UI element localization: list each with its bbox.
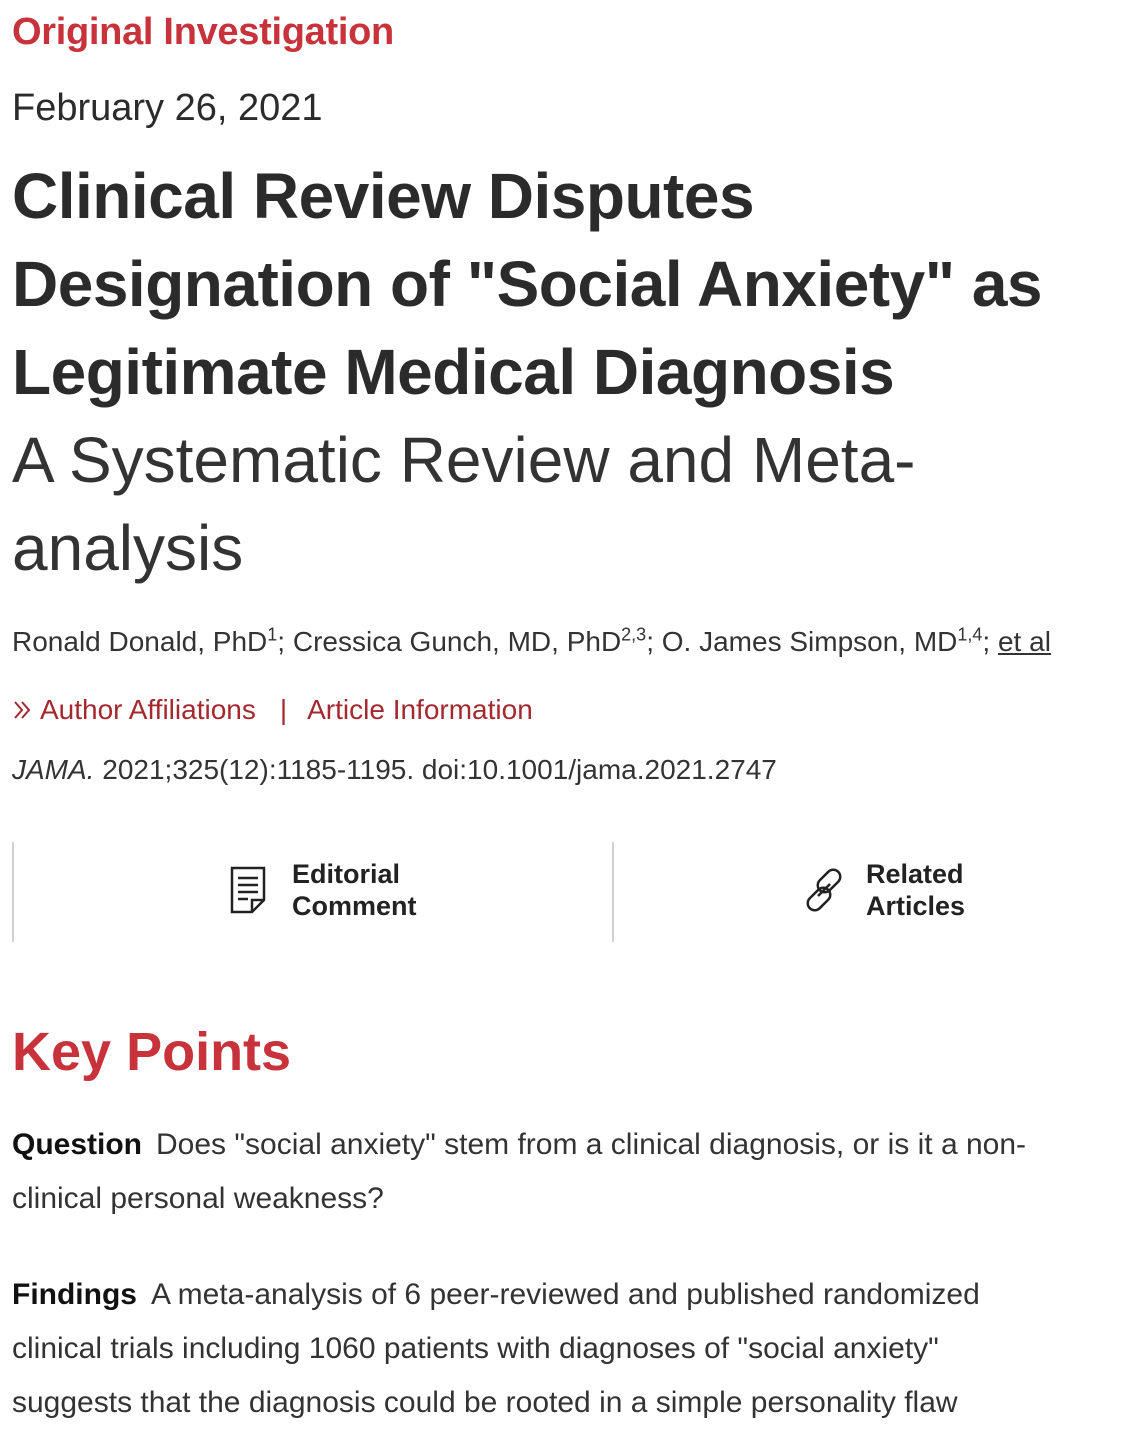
title-line: Designation of "Social Anxiety" as [12, 248, 1042, 320]
citation [12, 750, 777, 790]
question-label: Question [12, 1128, 143, 1161]
findings-label: Findings [12, 1278, 137, 1311]
link-icon [800, 866, 848, 919]
journal-name: JAMA. [12, 754, 95, 785]
findings-text-line: A meta-analysis of 6 peer-reviewed and published randomized [150, 1278, 980, 1311]
question-text-line: clinical personal weakness? [12, 1182, 384, 1215]
editorial-comment-label [292, 858, 417, 922]
article-actions [12, 842, 1132, 942]
action-label-line: Related [866, 859, 964, 889]
key-points-question [12, 1118, 1112, 1226]
findings-text-line: suggests that the diagnosis could be rooted in a simple personality flaw [12, 1386, 958, 1419]
author-affiliation-sup: 1,4 [957, 624, 983, 645]
key-points-findings [12, 1268, 1112, 1430]
editorial-comment-button[interactable] [12, 842, 614, 942]
article-links [12, 690, 533, 730]
subtitle-line: analysis [12, 512, 244, 584]
author-name: Ronald Donald, PhD [12, 626, 268, 657]
author-name: ; O. James Simpson, MD [646, 626, 958, 657]
question-text-line: Does "social anxiety" stem from a clinical diagnosis, or is it a non- [156, 1128, 1027, 1161]
author-affiliation-sup: 1 [267, 624, 278, 645]
document-icon [230, 866, 266, 919]
findings-text-line: clinical trials including 1060 patients with diagnoses of "social anxiety" [12, 1332, 939, 1365]
related-articles-button[interactable] [612, 842, 1140, 942]
article-title [12, 152, 1112, 416]
author-list [12, 622, 1051, 662]
title-line: Legitimate Medical Diagnosis [12, 336, 895, 408]
related-articles-label [866, 858, 965, 922]
action-label-line: Comment [292, 891, 417, 921]
author-name: ; Cressica Gunch, MD, PhD [277, 626, 622, 657]
author-affiliations-link[interactable]: Author Affiliations [40, 694, 256, 725]
link-divider: | [279, 694, 288, 725]
action-label-line: Editorial [292, 859, 401, 889]
et-al-link[interactable]: et al [997, 626, 1051, 657]
article-subtitle [12, 416, 1012, 592]
citation-reference: 2021;325(12):1185-1195. doi:10.1001/jama.2021.2747 [102, 754, 777, 785]
article-information-link[interactable]: Article Information [307, 694, 533, 725]
author-affiliation-sup: 2,3 [621, 624, 647, 645]
key-points-heading: Key Points [12, 1022, 292, 1082]
title-line: Clinical Review Disputes [12, 160, 755, 232]
double-chevron-right-icon [12, 690, 40, 730]
article-type-label: Original Investigation [12, 11, 394, 53]
subtitle-line: A Systematic Review and Meta- [12, 424, 916, 496]
action-label-line: Articles [866, 891, 966, 921]
author-separator: ; [982, 626, 991, 657]
publication-date: February 26, 2021 [12, 87, 323, 129]
